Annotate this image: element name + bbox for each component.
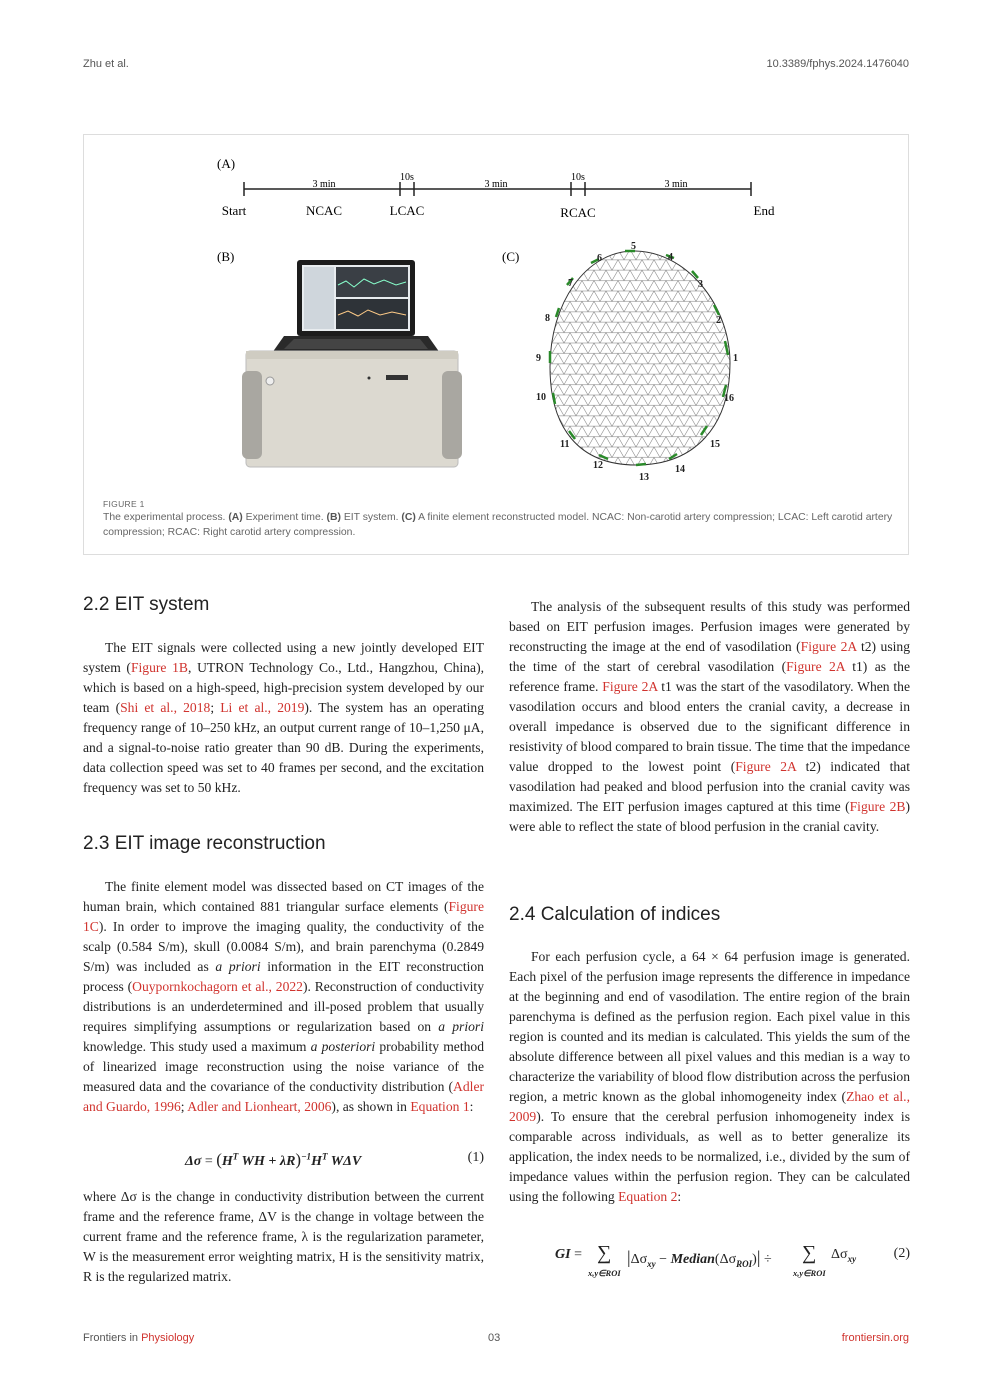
electrode-4: 4 (668, 252, 673, 263)
section-heading-reconstruction: 2.3 EIT image reconstruction (83, 833, 326, 854)
ref-adler-lionheart-2006[interactable]: Adler and Lionheart, 2006 (187, 1099, 332, 1114)
figure-1-graphic (84, 135, 910, 556)
caption-panel-a: (A) (228, 512, 243, 523)
equation-1: $\Delta\sigma = (H^T$ WH + $\lambda R)^{-1}H^T$ WΔV (1) (185, 1150, 484, 1169)
section-heading-eit-system: 2.2 EIT system (83, 594, 210, 615)
panel-b-label: (B) (217, 249, 235, 264)
caption-panel-c: (C) (401, 512, 416, 523)
ref-li-2019[interactable]: Li et al., 2019 (220, 700, 305, 715)
footer-journal: Frontiers in Physiology (83, 1332, 195, 1344)
event-ncac: NCAC (305, 203, 343, 218)
ref-figure-2a[interactable]: Figure 2A (800, 639, 857, 654)
section-heading-indices: 2.4 Calculation of indices (509, 904, 721, 925)
event-end: End (753, 203, 775, 218)
ref-figure-2b[interactable]: Figure 2B (849, 799, 906, 814)
event-lcac: LCAC (389, 203, 425, 218)
ref-figure-2a[interactable]: Figure 2A (786, 659, 845, 674)
ref-figure-1c[interactable]: Figure 1C (83, 899, 484, 934)
equation-2-number: (2) (893, 1246, 910, 1261)
ref-adler-guardo-1996[interactable]: Adler and Guardo, 1996 (83, 1079, 484, 1114)
analysis-paragraph: The analysis of the subsequent results of this study was performed based on EIT perfusion images. Perfusion images were generated by reconstructing the image at the end of vasodilation (Figure 2A t2) using the time of the start of cerebral vasodilation (Figure 2A t1) as the reference frame. Figure 2A t1 was the start of the vasodilatory. When the vasodilation occurs and blood enters the cranial cavity, a decrease in overall impedance is observed due to the significant difference in resistivity of blood compared to brain tissue. The time that the impedance value dropped to the lowest point (Figure 2A t2) indicated that vasodilation had peaked and blood perfusion into the cranial cavity was maximized. The EIT perfusion images captured at this time (Figure 2B) were able to reflect the state of blood perfusion in the cranial cavity. (509, 599, 910, 834)
page-number: 03 (488, 1332, 501, 1344)
eit-system-photo (242, 260, 462, 467)
ref-shi-2018[interactable]: Shi et al., 2018 (120, 700, 211, 715)
eit-system-paragraph: The EIT signals were collected using a new jointly developed EIT system (Figure 1B, UTRON Technology Co., Ltd., Hangzhou, China), which is based on a high-speed, high-precision system developed by our team (Shi et al., 2018; Li et al., 2019). The system has an operating frequency range of 10–250 kHz, an output current range of 10–1,250 μA, and a signal-to-noise ratio greater than 90 dB. During the experiments, data collection speed was set to 40 frames per second, and the excitation frequency was set to 50 kHz. (83, 640, 485, 795)
equation-2: GI = ∑ x,y∈ROI $|\Delta\sigma_{xy}$ − $Median(\Delta\sigma_{ROI})|$ ÷ ∑ x,y∈ROI $\Delta\sigma_{xy}$ (2) (555, 1242, 910, 1278)
running-head-doi[interactable]: 10.3389/fphys.2024.1476040 (766, 58, 909, 70)
ref-ouypornkochagorn-2022[interactable]: Ouypornkochagorn et al., 2022 (132, 979, 303, 994)
caption-text: A finite element reconstructed model. NCAC: Non-carotid artery compression; LCAC: Left carotid artery compression; RCAC: Right carotid artery compression. (103, 512, 893, 538)
electrode-8: 8 (545, 313, 550, 324)
electrode-14: 14 (675, 464, 685, 475)
electrode-11: 11 (560, 439, 570, 450)
duration-3: 3 min (484, 179, 508, 190)
indices-paragraph: For each perfusion cycle, a 64 × 64 perfusion image is generated. Each pixel of the perfusion image represents the difference in impedance at the beginning and end of vasodilation. The entire region of the brain parenchyma is defined as the perfusion region. Each pixel value in this region is counted and its median is calculated. This yields the sum of the absolute difference between all pixel values and this median is a way to characterize the variability of blood flow distribution across the perfusion region, a metric known as the global inhomogeneity index (Zhao et al., 2009). To ensure that the cerebral perfusion inhomogeneity index is comparable across individuals, as well as to better generalize its application, the index needs to be normalized, i.e., divided by the sum of impedance values within the perfusion region. They can be calculated using the following Equation 2: (509, 949, 910, 1204)
ref-equation-2[interactable]: Equation 2 (618, 1189, 678, 1204)
figure-1 (83, 134, 909, 555)
electrode-6: 6 (597, 253, 602, 264)
caption-text: The experimental process. (103, 512, 229, 523)
electrode-12: 12 (593, 460, 603, 471)
event-rcac: RCAC (560, 205, 596, 220)
electrode-15: 15 (710, 439, 720, 450)
caption-text: EIT system. (340, 512, 402, 523)
ref-figure-1b[interactable]: Figure 1B (130, 660, 188, 675)
electrode-1: 1 (733, 353, 738, 364)
journal-name[interactable]: Physiology (141, 1332, 195, 1344)
electrode-3: 3 (698, 279, 703, 290)
footer-site-link[interactable]: frontiersin.org (841, 1332, 909, 1344)
fem-head-mesh (536, 241, 738, 483)
caption-panel-b: (B) (326, 512, 341, 523)
ref-equation-1[interactable]: Equation 1 (410, 1099, 470, 1114)
duration-2: 10s (400, 172, 414, 183)
ref-figure-2a[interactable]: Figure 2A (735, 759, 797, 774)
ref-zhao-2009[interactable]: Zhao et al., 2009 (509, 1089, 910, 1124)
reconstruction-paragraph: The finite element model was dissected based on CT images of the human brain, which contained 881 triangular surface elements (Figure 1C). In order to improve the imaging quality, the conductivity of the scalp (0.584 S/m), skull (0.0084 S/m), and brain parenchyma (0.2849 S/m) was included as a priori information in the EIT reconstruction process (Ouypornkochagorn et al., 2022). Reconstruction of conductivity distributions is an underdetermined and ill-posed problem that usually requires simplifying assumptions or regularization based on a priori knowledge. This study used a maximum a posteriori probability method of linearized image reconstruction using the noise variance of the measured data and the covariance of the conductivity distribution (Adler and Guardo, 1996; Adler and Lionheart, 2006), as shown in Equation 1: (83, 879, 484, 1114)
event-start: Start (221, 203, 247, 218)
electrode-7: 7 (568, 278, 573, 289)
electrode-2: 2 (716, 315, 721, 326)
electrode-5: 5 (631, 241, 636, 252)
duration-5: 3 min (664, 179, 688, 190)
figure-1-caption (103, 499, 893, 540)
electrode-10: 10 (536, 392, 546, 403)
running-head-authors: Zhu et al. (83, 58, 129, 70)
figure-label: FIGURE 1 (103, 499, 145, 509)
electrode-13: 13 (639, 472, 649, 483)
electrode-9: 9 (536, 353, 541, 364)
electrode-16: 16 (724, 393, 734, 404)
ref-figure-2a[interactable]: Figure 2A (602, 679, 658, 694)
equation-1-number: (1) (467, 1150, 484, 1165)
caption-text: Experiment time. (242, 512, 327, 523)
panel-c-label: (C) (502, 249, 520, 264)
reconstruction-paragraph-2: where Δσ is the change in conductivity distribution between the current frame and the reference frame, ΔV is the change in voltage between the current frame and the reference frame, λ is the regularization parameter, W is the measurement error weighting matrix, H is the sensitivity matrix, R is the regularized matrix. (83, 1189, 484, 1284)
duration-4: 10s (571, 172, 585, 183)
duration-1: 3 min (312, 179, 336, 190)
panel-a-label: (A) (217, 156, 236, 171)
